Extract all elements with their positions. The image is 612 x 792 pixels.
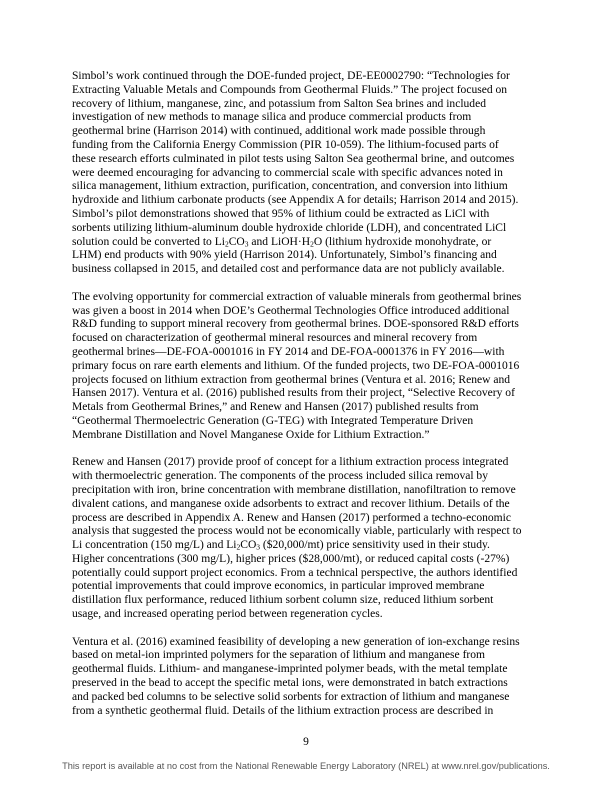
text-line: Simbol’s work continued through the DOE-funded project, DE-EE0002790: “Technologies for (72, 70, 510, 82)
text-line: from a synthetic geothermal fluid. Details of the lithium extraction process are described in (72, 704, 494, 717)
text-line: silica management, lithium extraction, purification, concentration, and conversion into lithium (72, 180, 508, 193)
text-run: solution could be converted to Li (72, 235, 225, 248)
page-number: 9 (303, 736, 309, 748)
text-line: Renew and Hansen (2017) provide proof of concept for a lithium extraction process integrated (72, 456, 509, 469)
text-run: O (lithium hydroxide monohydrate, or (313, 235, 492, 248)
text-line: investigation of new methods to manage silica and produce commercial products from (72, 111, 472, 124)
text-line: geothermal brine (Harrison 2014) with continued, additional work made possible through (72, 125, 486, 138)
text-line: usage, and increased operating period between regeneration cycles. (72, 608, 383, 621)
text-line: divalent cations, and manganese oxide adsorbents to extract and recover lithium. Details of the (72, 497, 510, 510)
paragraph-simbol-project (72, 70, 542, 277)
text-run: Li concentration (150 mg/L) and Li (72, 539, 237, 552)
text-line: projects focused on lithium extraction from geothermal brines (Ventura et al. 2016; Renew and (72, 373, 511, 386)
text-line: The evolving opportunity for commercial extraction of valuable minerals from geothermal brines (72, 290, 522, 303)
text-line: hydroxide and lithium carbonate products (see Appendix A for details; Harrison 2014 and 2015). (72, 194, 519, 207)
text-line: LHM) end products with 90% yield (Harrison 2014). Unfortunately, Simbol’s financing and (72, 249, 497, 262)
text-line: based on metal-ion imprinted polymers for the separation of lithium and manganese from (72, 649, 486, 662)
text-line: Membrane Distillation and Novel Manganese Oxide for Lithium Extraction.” (72, 428, 430, 441)
text-line: and packed bed columns to be selective solid sorbents for extraction of lithium and manganese (72, 690, 510, 703)
body-text (72, 70, 542, 732)
text-line: geothermal fluids. Lithium- and manganese-imprinted polymer beads, with the metal template (72, 663, 508, 676)
chemical-formula-line (72, 539, 542, 553)
text-line: Ventura et al. (2016) examined feasibility of developing a new generation of ion-exchange resins (72, 635, 520, 648)
text-line: analysis that suggested the process would not be economically viable, particularly with respect to (72, 525, 522, 538)
text-line: distillation flux performance, reduced lithium sorbent column size, reduced lithium sorbent (72, 594, 494, 607)
text-line: recovery of lithium, manganese, zinc, and potassium from Salton Sea brines and included (72, 97, 486, 110)
subscript: 2 (310, 239, 314, 249)
subscript: 2 (236, 542, 241, 552)
paragraph-doe-funding (72, 291, 542, 443)
text-line: potentially could support project economics. From a technical perspective, the authors identified (72, 566, 518, 579)
paragraph-ventura (72, 636, 542, 719)
subscript: 3 (256, 542, 261, 552)
text-run: ($20,000/mt) price sensitivity used in their study. (260, 539, 490, 552)
footer-availability-notice: This report is available at no cost from the National Renewable Energy Laboratory (NREL) at www.nrel.gov/publications. (62, 761, 550, 771)
text-line: R&D funding to support mineral recovery from geothermal brines. DOE-sponsored R&D efforts (72, 318, 519, 331)
text-line: business collapsed in 2015, and detailed cost and performance data are not publicly available. (72, 263, 505, 276)
paragraph-renew-hansen (72, 456, 542, 622)
subscript: 3 (244, 239, 249, 249)
text-line: Simbol’s pilot demonstrations showed that 95% of lithium could be extracted as LiCl with (72, 207, 490, 220)
text-line: Hansen 2017). Ventura et al. (2016) published results from their project, “Selective Recovery of (72, 387, 515, 400)
text-line: funding from the California Energy Commission (PIR 10-059). The lithium-focused parts of (72, 138, 499, 151)
text-line: these research efforts culminated in pilot tests using Salton Sea geothermal brine, and outcomes (72, 152, 515, 165)
chemical-formula-line (72, 236, 542, 250)
text-line: potential improvements that could improve economics, in particular improved membrane (72, 580, 485, 593)
text-run: CO (228, 235, 245, 248)
text-line: “Geothermal Thermoelectric Generation (G-TEG) with Integrated Temperature Driven (72, 414, 474, 427)
text-line: preserved in the bead to accept the specific metal ions, were demonstrated in batch extractions (72, 677, 508, 690)
text-line: geothermal brines—DE-FOA-0001016 in FY 2014 and DE-FOA-0001376 in FY 2016—with (72, 345, 505, 358)
subscript: 2 (224, 239, 229, 249)
text-line: focused on characterization of geothermal mineral resources and mineral recovery from (72, 332, 478, 345)
text-line: Metals from Geothermal Brines,” and Renew and Hansen (2017) published results from (72, 401, 479, 414)
text-line: Higher concentrations (300 mg/L), higher prices ($28,000/mt), or reduced capital costs (-27%) (72, 552, 510, 565)
text-line: was given a boost in 2014 when DOE’s Geothermal Technologies Office introduced additional (72, 304, 510, 317)
text-line: were deemed encouraging for advancing to commercial scale with specific advances noted in (72, 166, 503, 179)
text-run: and LiOH·H (248, 235, 311, 248)
text-run: CO (240, 539, 257, 552)
text-line: primary focus on rare earth elements and lithium. Of the funded projects, two DE-FOA-0001016 (72, 359, 520, 372)
text-line: Extracting Valuable Metals and Compounds from Geothermal Fluids.” The project focused on (72, 83, 508, 96)
text-line: sorbents utilizing lithium-aluminum double hydroxide chloride (LDH), and concentrated LiCl (72, 221, 507, 234)
text-line: process are described in Appendix A. Renew and Hansen (2017) performed a techno-economic (72, 511, 511, 524)
text-line: precipitation with iron, brine concentration with membrane distillation, nanofiltration to remove (72, 483, 516, 496)
text-line: with thermoelectric generation. The components of the process included silica removal by (72, 470, 488, 483)
